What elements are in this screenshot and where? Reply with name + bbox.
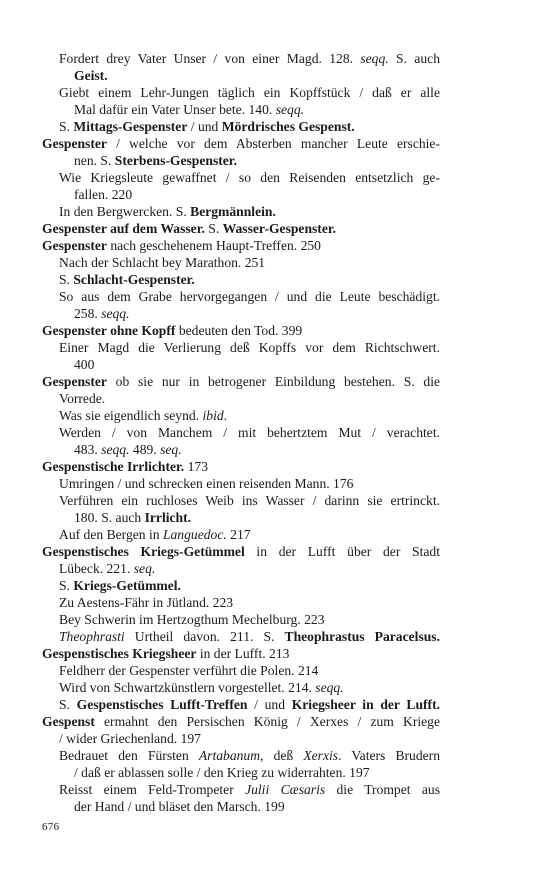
entry-text: die Trompet aus — [325, 782, 440, 797]
index-subentry-line — [42, 492, 440, 509]
entry-text: Wie Kriegsleute gewaffnet / so den Reisenden entsetzlich ge- — [59, 170, 440, 185]
entry-text: Wird von Schwartzkünstlern vorgestellet. 214. — [59, 680, 316, 695]
index-entry-line — [42, 237, 440, 254]
index-subentry-line — [42, 662, 440, 679]
entry-text: Werden / von Manchem / mit behertztem Mut / verachtet. — [59, 425, 440, 440]
index-subentry-line — [42, 560, 440, 577]
index-subentry-line — [42, 577, 440, 594]
headword: Bergmännlein. — [190, 204, 276, 219]
index-subentry-line — [42, 611, 440, 628]
index-subentry-line — [42, 169, 440, 186]
entry-text: Fordert drey Vater Unser / von einer Magd. 128. — [59, 51, 361, 66]
index-subentry-line — [42, 50, 440, 67]
headword: Mittags-Gespenster — [73, 119, 188, 134]
italic-text: Theophrasti — [59, 629, 125, 644]
headword: Mördrisches Gespenst. — [221, 119, 355, 134]
italic-text: seqq. — [275, 102, 305, 117]
index-subentry-line — [42, 441, 440, 458]
entry-text: 483. — [74, 442, 102, 457]
entry-text: Lübeck. 221. — [59, 561, 134, 576]
entry-text: Giebt einem Lehr-Jungen täglich ein Kopffstück / daß er alle — [59, 85, 440, 100]
entry-text: Bedrauet den Fürsten — [59, 748, 199, 763]
index-entry-line — [42, 135, 440, 152]
entry-text: / und — [247, 697, 292, 712]
entry-text: nen. S. — [74, 153, 115, 168]
entry-text: ob sie nur in betrogener Einbildung bestehen. S. die — [106, 374, 440, 389]
headword: Theophrastus Paracelsus. — [284, 629, 440, 644]
entry-text: Zu Aestens-Fähr in Jütland. 223 — [59, 595, 234, 610]
headword: Sterbens-Gespenster. — [114, 153, 237, 168]
entry-text: / daß er ablassen solle / den Krieg zu widerrahten. 197 — [74, 765, 370, 780]
index-subentry-line — [42, 730, 440, 747]
entry-text: / und — [187, 119, 222, 134]
headword: Irrlicht. — [144, 510, 192, 525]
headword: Gespenst — [42, 714, 95, 729]
entry-text: . — [223, 408, 228, 423]
index-subentry-line — [42, 526, 440, 543]
index-entry-line — [42, 458, 440, 475]
index-subentry-line — [42, 203, 440, 220]
index-subentry-line — [42, 747, 440, 764]
headword: Gespenster — [42, 374, 107, 389]
index-entry-line — [42, 543, 440, 560]
entry-text: S. — [59, 119, 74, 134]
entry-text: In den Bergwercken. S. — [59, 204, 191, 219]
headword: Geist. — [74, 68, 108, 83]
index-subentry-line — [42, 424, 440, 441]
index-subentry-line — [42, 101, 440, 118]
entry-text: 258. — [74, 306, 102, 321]
entry-text: / welche vor dem Absterben mancher Leute erschie- — [106, 136, 440, 151]
index-entry-line — [42, 220, 440, 237]
entry-text: S. — [204, 221, 223, 236]
italic-text: Artabanum — [198, 748, 261, 763]
index-subentry-line — [42, 509, 440, 526]
headword: Gespenstisches Kriegs-Getümmel — [42, 544, 245, 559]
headword: Gespenster auf dem Wasser. — [42, 221, 205, 236]
entry-text: bedeuten den Tod. 399 — [175, 323, 303, 338]
index-subentry-line — [42, 696, 440, 713]
headword: Gespenstische Irrlichter. — [42, 459, 185, 474]
entry-text: ermahnt den Persischen König / Xerxes / zum Kriege — [94, 714, 440, 729]
page-number: 676 — [42, 821, 60, 833]
headword: Kriegs-Getümmel. — [73, 578, 181, 593]
index-column — [42, 50, 440, 815]
italic-text: ibid — [202, 408, 224, 423]
entry-text: S. — [59, 697, 77, 712]
italic-text: seqq. — [360, 51, 389, 66]
entry-text: Vorrede. — [59, 391, 106, 406]
headword: Gespenster ohne Kopff — [42, 323, 176, 338]
index-subentry-line — [42, 84, 440, 101]
entry-text: S. — [59, 272, 74, 287]
entry-text: 173 — [184, 459, 209, 474]
headword: Wasser-Gespenster. — [222, 221, 337, 236]
entry-text: Was sie eigendlich seynd. — [59, 408, 203, 423]
headword: Gespenster — [42, 238, 107, 253]
index-subentry-line — [42, 628, 440, 645]
entry-text: nach geschehenem Haupt-Treffen. 250 — [106, 238, 321, 253]
index-entry-line — [42, 322, 440, 339]
entry-text: Bey Schwerin im Hertzogthum Mechelburg. 223 — [59, 612, 325, 627]
entry-text: Urtheil davon. 211. S. — [124, 629, 285, 644]
headword: Kriegsheer in der Lufft. — [291, 697, 441, 712]
index-entry-line — [42, 373, 440, 390]
index-entry-line — [42, 645, 440, 662]
headword: Schlacht-Gespenster. — [73, 272, 195, 287]
headword: Gespenstisches Kriegsheer — [42, 646, 197, 661]
headword: Gespenstisches Lufft-Treffen — [76, 697, 248, 712]
entry-text: So aus dem Grabe hervorgegangen / und die Leute beschädigt. — [59, 289, 440, 304]
entry-text: Auf den Bergen in — [59, 527, 163, 542]
entry-text: Feldherr der Gespenster verführt die Polen. 214 — [59, 663, 319, 678]
index-subentry-line — [42, 271, 440, 288]
italic-text: seqq. — [315, 680, 344, 695]
index-entry-line — [42, 713, 440, 730]
index-subentry-line — [42, 764, 440, 781]
italic-text: Xerxis — [303, 748, 339, 763]
index-subentry-line — [42, 475, 440, 492]
entry-text: 489. — [129, 442, 161, 457]
entry-text: 217 — [226, 527, 251, 542]
entry-text: , deß — [260, 748, 304, 763]
entry-text: Mal dafür ein Vater Unser bete. 140. — [74, 102, 276, 117]
index-subentry-line — [42, 254, 440, 271]
index-subentry-line — [42, 781, 440, 798]
entry-text: Einer Magd die Verlierung deß Kopffs vor dem Richtschwert. — [59, 340, 440, 355]
index-subentry-line — [42, 305, 440, 322]
headword: Gespenster — [42, 136, 107, 151]
index-subentry-line — [42, 679, 440, 696]
entry-text: Umringen / und schrecken einen reisenden Mann. 176 — [59, 476, 354, 491]
index-subentry-line — [42, 798, 440, 815]
index-subentry-line — [42, 390, 440, 407]
entry-text: 180. S. auch — [74, 510, 145, 525]
index-subentry-line — [42, 152, 440, 169]
index-subentry-line — [42, 339, 440, 356]
entry-text: S. auch — [388, 51, 440, 66]
italic-text: seqq. — [101, 306, 130, 321]
entry-text: S. — [59, 578, 74, 593]
italic-text: seq. — [160, 442, 182, 457]
italic-text: Languedoc. — [162, 527, 227, 542]
entry-text: der Hand / und bläset den Marsch. 199 — [74, 799, 285, 814]
index-subentry-line — [42, 118, 440, 135]
entry-text: fallen. 220 — [74, 187, 133, 202]
italic-text: seq. — [133, 561, 156, 576]
entry-text: / wider Griechenland. 197 — [59, 731, 201, 746]
italic-text: seqq. — [101, 442, 130, 457]
index-subentry-line — [42, 407, 440, 424]
index-subentry-line — [42, 356, 440, 373]
index-subentry-line — [42, 186, 440, 203]
index-subentry-line — [42, 288, 440, 305]
entry-text: in der Lufft. 213 — [196, 646, 290, 661]
index-subentry-line — [42, 594, 440, 611]
entry-text: 400 — [74, 357, 95, 372]
entry-text: Reisst einem Feld-Trompeter — [59, 782, 246, 797]
entry-text: in der Lufft über der Stadt — [244, 544, 440, 559]
entry-text: . Vaters Brudern — [338, 748, 441, 763]
entry-text: Verführen ein ruchloses Weib ins Wasser / darinn sie ertrinckt. — [59, 493, 440, 508]
index-subentry-line — [42, 67, 440, 84]
italic-text: Julii Cæsaris — [245, 782, 326, 797]
entry-text: Nach der Schlacht bey Marathon. 251 — [59, 255, 266, 270]
